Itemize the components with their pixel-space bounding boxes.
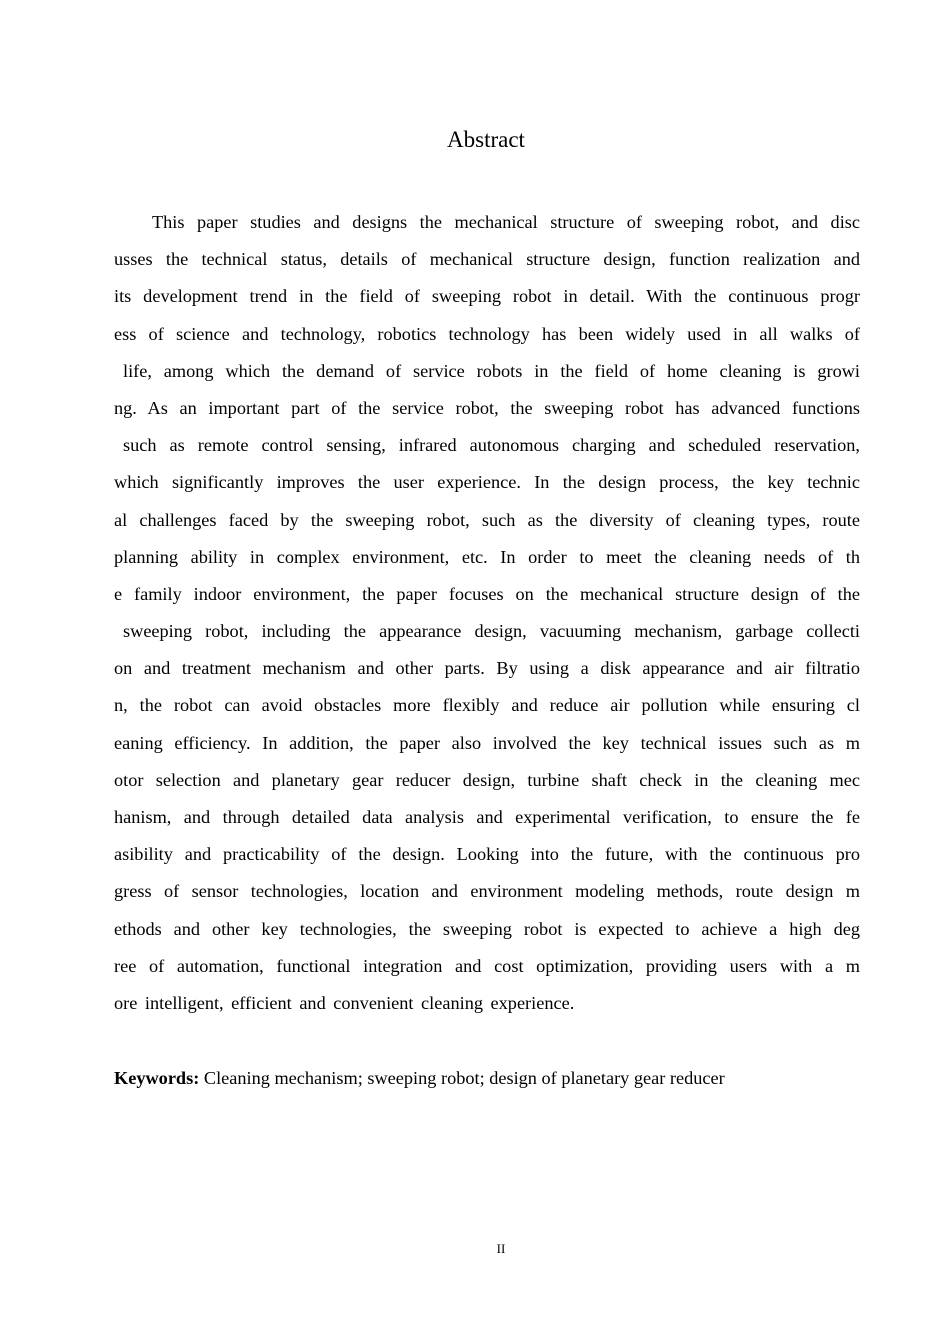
abstract-body bbox=[114, 204, 860, 1022]
abstract-line: its development trend in the field of sweeping robot in detail. With the continuous progr bbox=[114, 286, 860, 307]
abstract-line: al challenges faced by the sweeping robot, such as the diversity of cleaning types, route bbox=[114, 509, 860, 530]
abstract-line: gress of sensor technologies, location and environment modeling methods, route design m bbox=[114, 881, 860, 902]
abstract-line: This paper studies and designs the mechanical structure of sweeping robot, and disc bbox=[152, 212, 860, 232]
abstract-line: asibility and practicability of the design. Looking into the future, with the continuous pro bbox=[114, 844, 860, 865]
abstract-line: life, among which the demand of service robots in the field of home cleaning is growi bbox=[123, 360, 860, 381]
abstract-title: Abstract bbox=[447, 127, 525, 152]
abstract-line: which significantly improves the user experience. In the design process, the key technic bbox=[114, 472, 860, 493]
abstract-line: ree of automation, functional integration and cost optimization, providing users with a m bbox=[114, 955, 860, 976]
keywords-text: Cleaning mechanism; sweeping robot; design of planetary gear reducer bbox=[199, 1068, 725, 1088]
abstract-line: n, the robot can avoid obstacles more flexibly and reduce air pollution while ensuring cl bbox=[114, 695, 860, 716]
keywords-label: Keywords: bbox=[114, 1068, 200, 1088]
abstract-line: ethods and other key technologies, the sweeping robot is expected to achieve a high deg bbox=[114, 918, 860, 939]
abstract-line: eaning efficiency. In addition, the paper also involved the key technical issues such as m bbox=[114, 732, 860, 753]
abstract-line: sweeping robot, including the appearance design, vacuuming mechanism, garbage collecti bbox=[123, 621, 860, 642]
abstract-line: hanism, and through detailed data analysis and experimental verification, to ensure the fe bbox=[114, 807, 860, 827]
keywords-line bbox=[114, 1064, 860, 1092]
abstract-line: on and treatment mechanism and other parts. By using a disk appearance and air filtratio bbox=[114, 658, 860, 679]
abstract-line: usses the technical status, details of mechanical structure design, function realization and bbox=[114, 249, 860, 270]
abstract-line: otor selection and planetary gear reducer design, turbine shaft check in the cleaning mec bbox=[114, 769, 860, 790]
abstract-line: ore intelligent, efficient and convenient cleaning experience. bbox=[114, 992, 575, 1013]
abstract-line: ng. As an important part of the service robot, the sweeping robot has advanced functions bbox=[114, 397, 860, 418]
page-number: II bbox=[496, 1241, 506, 1256]
abstract-line: ess of science and technology, robotics technology has been widely used in all walks of bbox=[114, 323, 860, 344]
abstract-line: planning ability in complex environment, etc. In order to meet the cleaning needs of th bbox=[114, 546, 860, 567]
abstract-line: such as remote control sensing, infrared autonomous charging and scheduled reservation, bbox=[123, 435, 860, 456]
abstract-line: e family indoor environment, the paper focuses on the mechanical structure design of the bbox=[114, 583, 860, 604]
